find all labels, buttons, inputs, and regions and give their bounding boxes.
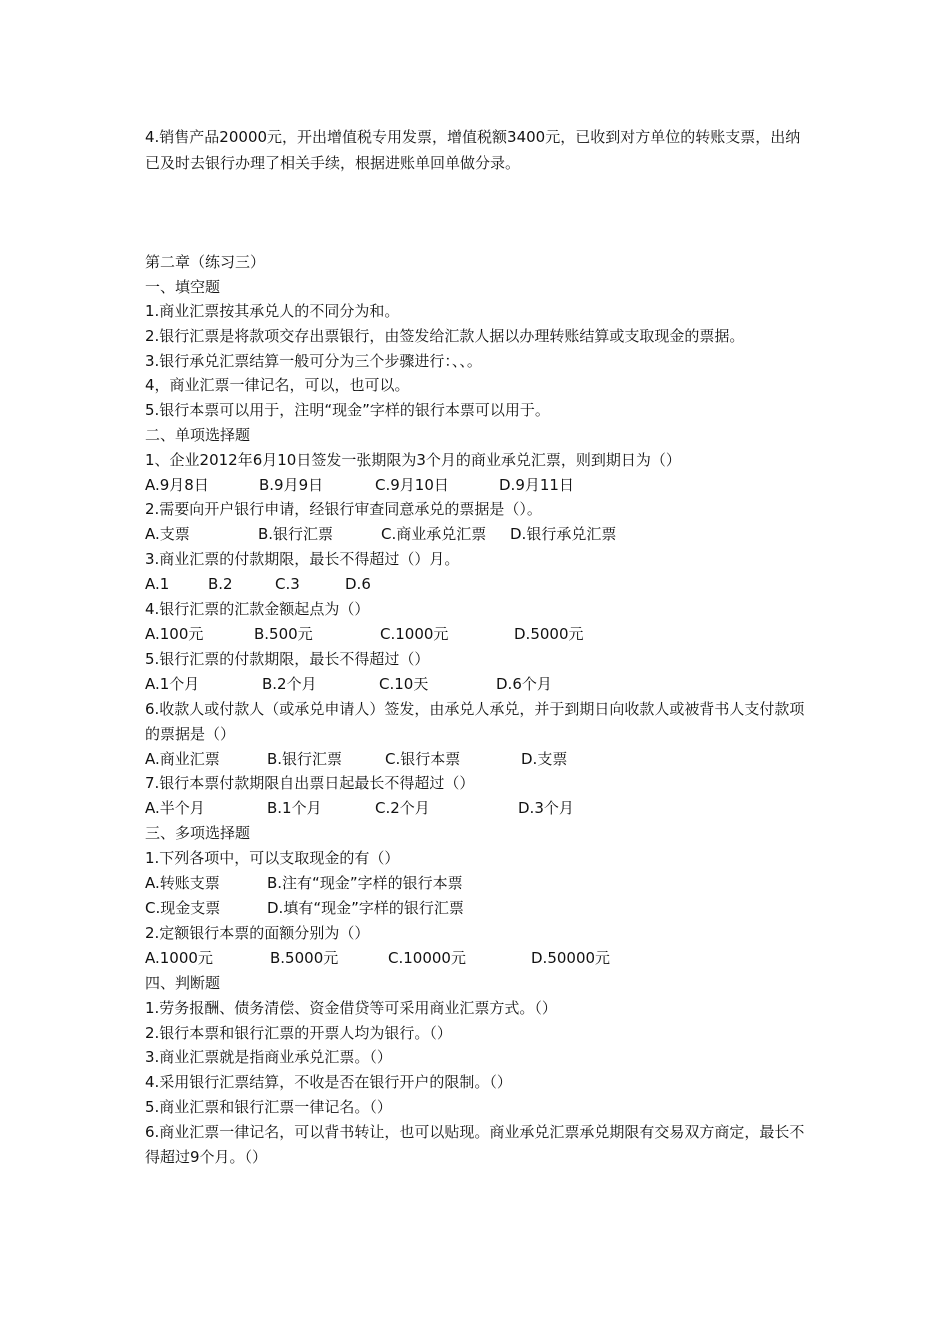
options-row: [145, 572, 825, 597]
option: B.5000元: [270, 949, 339, 967]
section-heading-multiple-choice: 三、多项选择题: [145, 824, 251, 842]
single-choice-question: 7.银行本票付款期限自出票日起最长不得超过（）: [145, 774, 475, 792]
options-row: [145, 672, 825, 697]
section-heading-fill-blank: 一、填空题: [145, 278, 221, 296]
options-row: [145, 896, 825, 921]
option: D.6: [345, 575, 371, 593]
option: A.1个月: [145, 675, 200, 693]
single-choice-question: 6.收款人或付款人（或承兑申请人）签发，由承兑人承兑，并于到期日向收款人或被背书人支付款项的票据是（）: [145, 700, 805, 743]
section-heading-true-false: 四、判断题: [145, 974, 221, 992]
option: C.9月10日: [375, 476, 449, 494]
option: D.填有“现金”字样的银行汇票: [267, 899, 464, 917]
option: A.1000元: [145, 949, 213, 967]
options-row: [145, 796, 825, 821]
option: B.9月9日: [259, 476, 324, 494]
option: B.银行汇票: [267, 750, 343, 768]
options-row: [145, 946, 825, 971]
true-false-item: 3.商业汇票就是指商业承兑汇票。（）: [145, 1048, 392, 1066]
intro-question: 4.销售产品20000元，开出增值税专用发票，增值税额3400元，已收到对方单位的转账支票，出纳已及时去银行办理了相关手续，根据进账单回单做分录。: [145, 128, 801, 172]
option: C.10天: [379, 675, 429, 693]
single-choice-question: 1、企业2012年6月10日签发一张期限为3个月的商业承兑汇票，则到期日为（）: [145, 451, 681, 469]
option: A.支票: [145, 525, 190, 543]
option: C.2个月: [375, 799, 430, 817]
option: B.注有“现金”字样的银行本票: [267, 874, 463, 892]
fill-blank-item: 2.银行汇票是将款项交存出票银行，由签发给汇款人据以办理转账结算或支取现金的票据。: [145, 327, 745, 345]
option: C.现金支票: [145, 899, 221, 917]
option: B.银行汇票: [258, 525, 334, 543]
option: B.1个月: [267, 799, 322, 817]
option: C.1000元: [380, 625, 449, 643]
option: D.3个月: [518, 799, 574, 817]
option: A.转账支票: [145, 874, 220, 892]
options-row: [145, 747, 825, 772]
option: A.半个月: [145, 799, 205, 817]
true-false-item: 2.银行本票和银行汇票的开票人均为银行。（）: [145, 1024, 452, 1042]
options-row: [145, 871, 825, 896]
option: D.9月11日: [499, 476, 574, 494]
single-choice-question: 4.银行汇票的汇款金额起点为（）: [145, 600, 370, 618]
options-row: [145, 622, 825, 647]
true-false-item: 5.商业汇票和银行汇票一律记名。（）: [145, 1098, 392, 1116]
true-false-item: 4.采用银行汇票结算，不收是否在银行开户的限制。（）: [145, 1073, 512, 1091]
options-row: [145, 522, 825, 547]
multiple-choice-question: 1.下列各项中，可以支取现金的有（）: [145, 849, 400, 867]
fill-blank-item: 1.商业汇票按其承兑人的不同分为和。: [145, 302, 400, 320]
option: B.2个月: [262, 675, 317, 693]
option: D.6个月: [496, 675, 552, 693]
option: B.500元: [254, 625, 313, 643]
single-choice-question: 2.需要向开户银行申请，经银行审查同意承兑的票据是（）。: [145, 500, 542, 518]
option: D.支票: [521, 750, 568, 768]
option: A.商业汇票: [145, 750, 220, 768]
chapter-title: 第二章（练习三）: [145, 253, 266, 271]
option: A.1: [145, 575, 170, 593]
option: D.50000元: [531, 949, 611, 967]
option: A.100元: [145, 625, 204, 643]
option: C.商业承兑汇票: [381, 525, 487, 543]
multiple-choice-question: 2.定额银行本票的面额分别为（）: [145, 924, 370, 942]
option: D.5000元: [514, 625, 584, 643]
fill-blank-item: 3.银行承兑汇票结算一般可分为三个步骤进行：、、。: [145, 352, 482, 370]
true-false-item: 1.劳务报酬、债务清偿、资金借贷等可采用商业汇票方式。（）: [145, 999, 557, 1017]
option: A.9月8日: [145, 476, 209, 494]
section-heading-single-choice: 二、单项选择题: [145, 426, 251, 444]
single-choice-question: 5.银行汇票的付款期限，最长不得超过（）: [145, 650, 430, 668]
option: D.银行承兑汇票: [510, 525, 617, 543]
fill-blank-item: 4，商业汇票一律记名，可以，也可以。: [145, 376, 410, 394]
options-row: [145, 473, 825, 498]
option: B.2: [208, 575, 233, 593]
option: C.10000元: [388, 949, 466, 967]
true-false-item: 6.商业汇票一律记名，可以背书转让，也可以贴现。商业承兑汇票承兑期限有交易双方商定，最长不得超过9个月。（）: [145, 1123, 805, 1166]
option: C.3: [275, 575, 300, 593]
option: C.银行本票: [385, 750, 461, 768]
fill-blank-item: 5.银行本票可以用于，注明“现金”字样的银行本票可以用于。: [145, 401, 550, 419]
single-choice-question: 3.商业汇票的付款期限，最长不得超过（）月。: [145, 550, 460, 568]
